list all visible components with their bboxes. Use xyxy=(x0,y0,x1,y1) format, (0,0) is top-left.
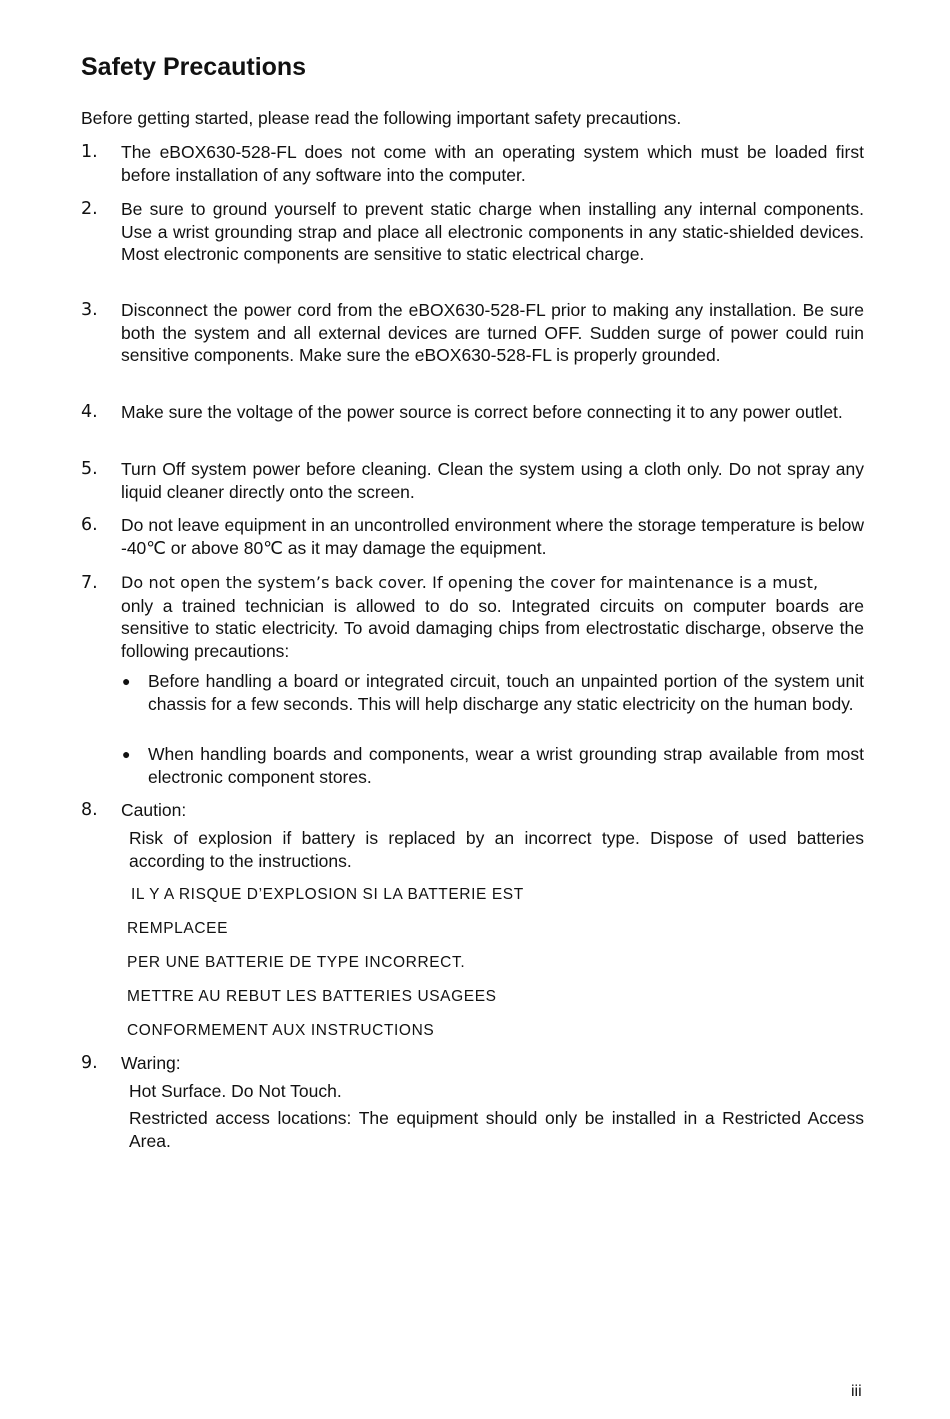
item-text: Be sure to ground yourself to prevent static charge when installing any internal components. Use a wrist grounding strap and place all electronic components in any static-shielded devices. Most electronic components are sensitive to static electrical charge. xyxy=(121,199,864,264)
item-number: 9. xyxy=(81,1053,98,1073)
item-text-group xyxy=(121,572,864,662)
bullet-icon: ● xyxy=(122,746,131,762)
item-number: 3. xyxy=(81,300,98,320)
item-text: Caution: xyxy=(121,800,187,820)
item-number: 1. xyxy=(81,142,98,162)
bullet-text: Before handling a board or integrated circuit, touch an unpainted portion of the system unit chassis for a few seconds. This will help discharge any static electricity on the human body. xyxy=(148,671,864,714)
item-text: Turn Off system power before cleaning. Clean the system using a cloth only. Do not spray any liquid cleaner directly onto the screen. xyxy=(121,459,864,502)
warning-text: Restricted access locations: The equipment should only be installed in a Restricted Access Area. xyxy=(129,1108,864,1151)
item-text: Do not leave equipment in an uncontrolled environment where the storage temperature is below -40℃ or above 80℃ as it may damage the equipment. xyxy=(121,515,864,558)
french-caution-line: CONFORMEMENT AUX INSTRUCTIONS xyxy=(127,1022,435,1039)
caution-text: Risk of explosion if battery is replaced by an incorrect type. Dispose of used batteries according to the instructions. xyxy=(129,828,864,871)
warning-text: Hot Surface. Do Not Touch. xyxy=(129,1081,342,1101)
item-text: Waring: xyxy=(121,1053,181,1073)
item-lead-text: Do not open the system’s back cover. If opening the cover for maintenance is a must, xyxy=(121,573,819,592)
item-number: 2. xyxy=(81,199,98,219)
item-text: Make sure the voltage of the power source is correct before connecting it to any power outlet. xyxy=(121,402,843,422)
french-caution-line: REMPLACEE xyxy=(127,920,229,937)
bullet-icon: ● xyxy=(122,673,131,689)
item-text: Disconnect the power cord from the eBOX630-528-FL prior to making any installation. Be sure both the system and all external devices are turned OFF. Sudden surge of power could ruin sensitive components. Make sure the eBOX630-528-FL is properly grounded. xyxy=(121,300,864,365)
item-number: 6. xyxy=(81,515,98,535)
item-number: 4. xyxy=(81,402,98,422)
page-number: iii xyxy=(851,1383,862,1400)
item-text: The eBOX630-528-FL does not come with an operating system which must be loaded first before installation of any software into the computer. xyxy=(121,142,864,185)
intro-paragraph: Before getting started, please read the following important safety precautions. xyxy=(81,108,682,128)
item-text: only a trained technician is allowed to do so. Integrated circuits on computer boards are sensitive to static electricity. To avoid damaging chips from electrostatic discharge, observe the following precautions: xyxy=(121,595,864,661)
french-caution-line: METTRE AU REBUT LES BATTERIES USAGEES xyxy=(127,988,497,1005)
page-title: Safety Precautions xyxy=(81,53,307,81)
french-caution-line: PER UNE BATTERIE DE TYPE INCORRECT. xyxy=(127,954,466,971)
item-number: 8. xyxy=(81,800,98,820)
item-number: 7. xyxy=(81,573,98,593)
french-caution-line: IL Y A RISQUE D’EXPLOSION SI LA BATTERIE EST xyxy=(131,886,524,903)
item-number: 5. xyxy=(81,459,98,479)
bullet-text: When handling boards and components, wear a wrist grounding strap available from most electronic component stores. xyxy=(148,744,864,787)
